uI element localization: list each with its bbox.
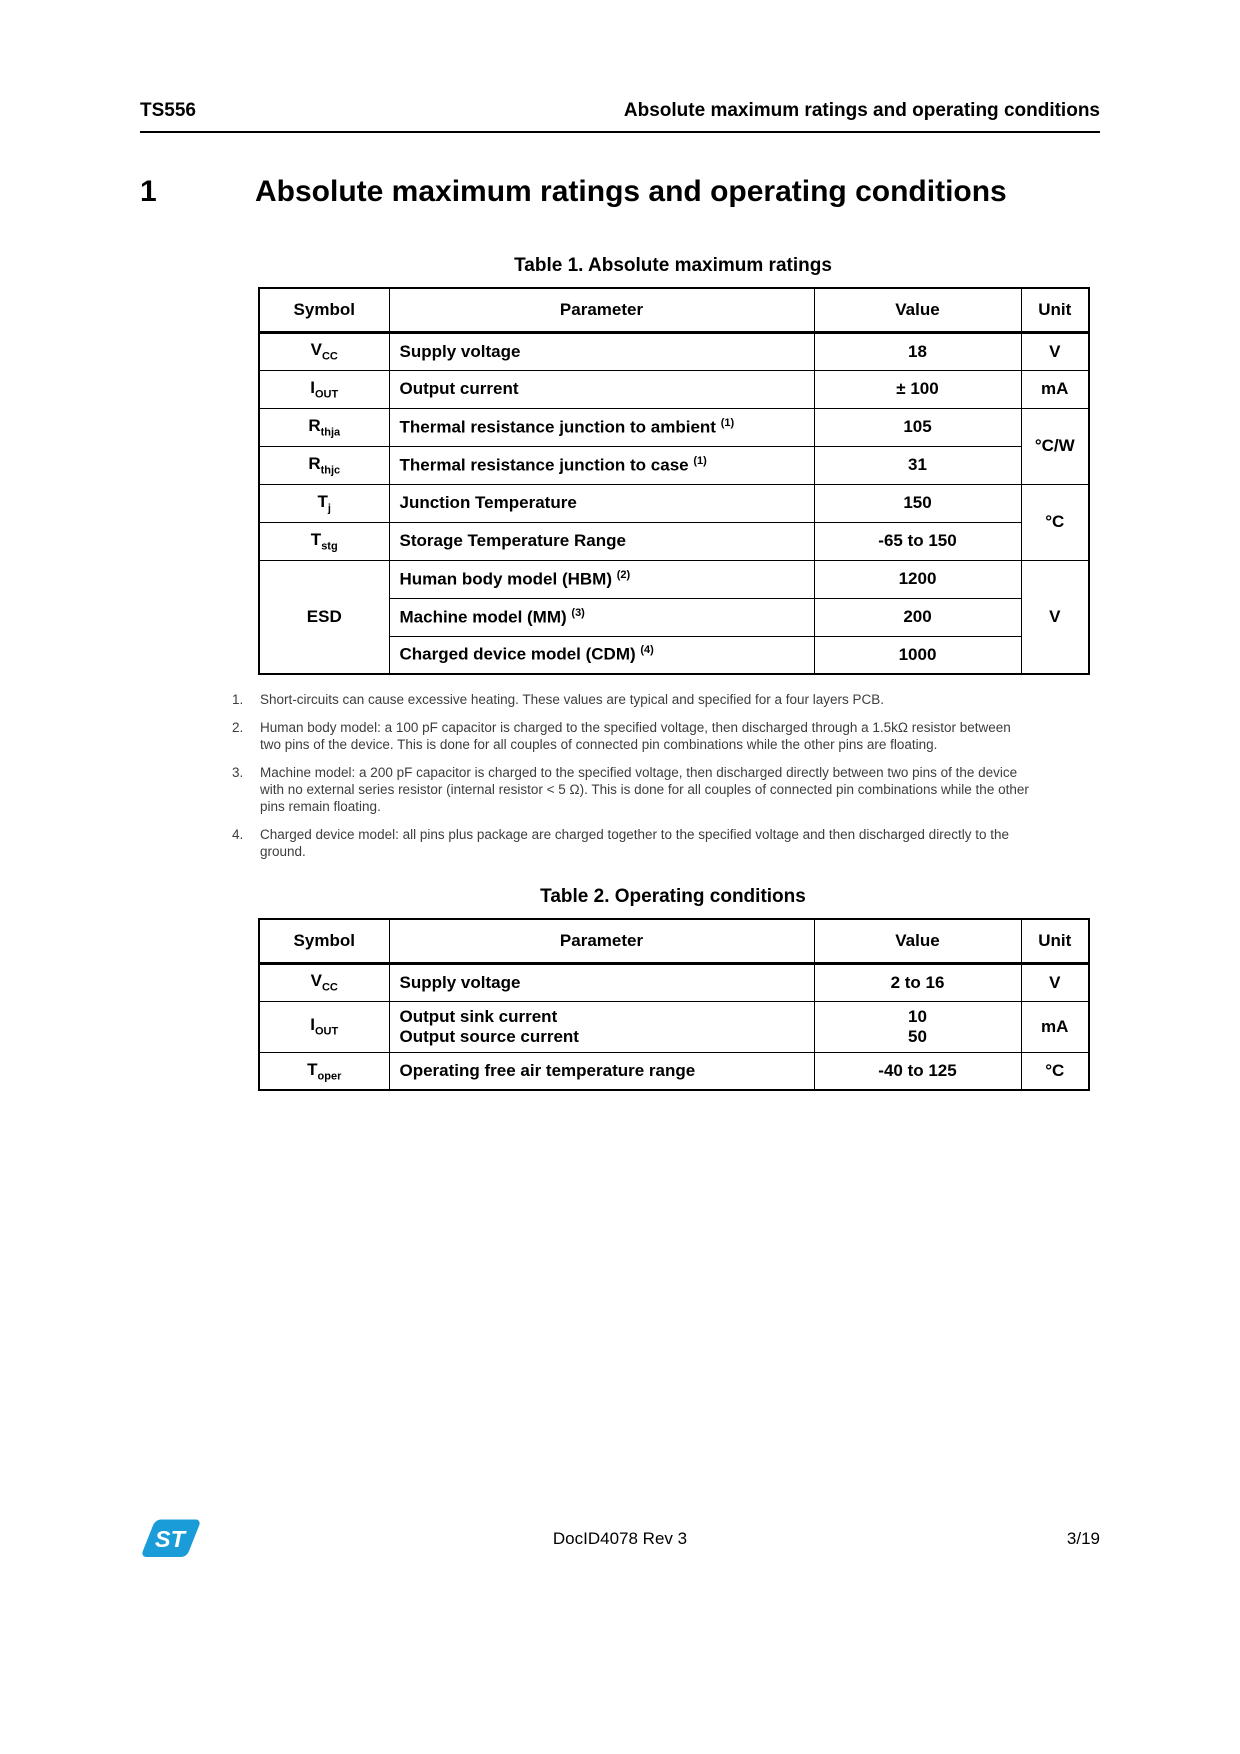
col-header-unit: Unit — [1021, 919, 1089, 963]
unit-cell: °C — [1021, 1052, 1089, 1090]
parameter-cell: Operating free air temperature range — [389, 1052, 814, 1090]
parameter-cell: Junction Temperature — [389, 484, 814, 522]
footnote-number: 4. — [232, 827, 244, 842]
table1-wrap — [258, 255, 1088, 675]
section-heading — [140, 175, 1100, 209]
unit-cell: V — [1021, 963, 1089, 1001]
unit-cell: V — [1021, 332, 1089, 370]
table-row — [259, 560, 1089, 598]
footnote-text: Charged device model: all pins plus package are charged together to the specified voltage and then discharged directly to the ground. — [260, 827, 1009, 859]
unit-cell: mA — [1021, 1001, 1089, 1052]
table-row — [259, 522, 1089, 560]
col-header-unit: Unit — [1021, 288, 1089, 332]
running-title: Absolute maximum ratings and operating conditions — [623, 100, 1100, 121]
table-row — [259, 1001, 1089, 1052]
parameter-cell: Machine model (MM) $^{(3)}$ — [389, 598, 814, 636]
parameter-cell: Thermal resistance junction to case $^{(1)}$ — [389, 446, 814, 484]
parameter-cell: Output current — [389, 370, 814, 408]
table-row — [259, 484, 1089, 522]
parameter-cell: Storage Temperature Range — [389, 522, 814, 560]
value-cell: 18 — [814, 332, 1021, 370]
footnote-number: 1. — [232, 692, 244, 707]
value-cell: 1000 — [814, 636, 1021, 674]
footer-logo-area — [140, 1516, 460, 1562]
symbol-cell: $R_{thja}$ — [259, 408, 389, 446]
value-cell: 105 — [814, 408, 1021, 446]
page-header — [140, 100, 1100, 133]
symbol-cell: $R_{thjc}$ — [259, 446, 389, 484]
unit-cell: V — [1021, 560, 1089, 674]
symbol-cell: $T_{oper}$ — [259, 1052, 389, 1090]
table1-absolute-maximum-ratings — [258, 287, 1090, 675]
symbol-cell: $I_{OUT}$ — [259, 370, 389, 408]
footer-doc-id: DocID4078 Rev 3 — [552, 1529, 688, 1548]
col-header-value: Value — [814, 919, 1021, 963]
table-header-row — [259, 288, 1089, 332]
col-header-symbol: Symbol — [259, 288, 389, 332]
parameter-cell: Human body model (HBM) $^{(2)}$ — [389, 560, 814, 598]
table-row — [259, 1052, 1089, 1090]
footnote — [232, 764, 1032, 815]
table-row — [259, 963, 1089, 1001]
unit-cell: °C/W — [1021, 408, 1089, 484]
col-header-value: Value — [814, 288, 1021, 332]
value-cell: 10 50 — [814, 1001, 1021, 1052]
section-title: Absolute maximum ratings and operating conditions — [255, 175, 1007, 208]
parameter-cell: Supply voltage — [389, 963, 814, 1001]
symbol-cell: $I_{OUT}$ — [259, 1001, 389, 1052]
page-footer — [140, 1516, 1100, 1562]
svg-text:ST: ST — [154, 1526, 185, 1553]
col-header-parameter: Parameter — [389, 288, 814, 332]
footnote — [232, 719, 1032, 753]
footnote — [232, 826, 1032, 860]
value-cell: 1200 — [814, 560, 1021, 598]
footnote-number: 2. — [232, 720, 244, 735]
parameter-cell: Thermal resistance junction to ambient $^{(1)}$ — [389, 408, 814, 446]
table2-title: Table 2. Operating conditions — [540, 886, 806, 907]
footnotes — [232, 691, 1032, 860]
table1-title: Table 1. Absolute maximum ratings — [514, 255, 832, 276]
section-number: 1 — [140, 175, 157, 208]
table-row — [259, 408, 1089, 446]
table-header-row — [259, 919, 1089, 963]
parameter-cell: Supply voltage — [389, 332, 814, 370]
value-cell: 2 to 16 — [814, 963, 1021, 1001]
value-cell: 31 — [814, 446, 1021, 484]
footnote-text: Human body model: a 100 pF capacitor is charged to the specified voltage, then discharged through a 1.5kΩ resistor between two pins of the device. This is done for all couples of connected pin combinations while the other pins are floating. — [260, 720, 1011, 752]
doc-number: TS556 — [140, 100, 196, 121]
table-row — [259, 446, 1089, 484]
parameter-cell: Output sink current Output source current — [389, 1001, 814, 1052]
table-row — [259, 370, 1089, 408]
footnote-text: Machine model: a 200 pF capacitor is charged to the specified voltage, then discharged directly between two pins of the device with no external series resistor (internal resistor < 5 Ω). This is done for all couples of connected pin combinations while the other pins remain floating. — [260, 765, 1029, 814]
unit-cell: °C — [1021, 484, 1089, 560]
col-header-parameter: Parameter — [389, 919, 814, 963]
footnote-number: 3. — [232, 765, 244, 780]
st-logo-icon — [140, 1516, 202, 1562]
value-cell: 200 — [814, 598, 1021, 636]
parameter-cell: Charged device model (CDM) $^{(4)}$ — [389, 636, 814, 674]
table2-wrap — [258, 886, 1088, 1091]
unit-cell: mA — [1021, 370, 1089, 408]
value-cell: ± 100 — [814, 370, 1021, 408]
table-row — [259, 332, 1089, 370]
footnote-text: Short-circuits can cause excessive heating. These values are typical and specified for a four layers PCB. — [260, 692, 885, 707]
footnote — [232, 691, 1032, 708]
footer-page-number: 3/19 — [1066, 1529, 1100, 1548]
value-cell: -65 to 150 — [814, 522, 1021, 560]
value-cell: -40 to 125 — [814, 1052, 1021, 1090]
value-cell: 150 — [814, 484, 1021, 522]
symbol-cell: $T_{stg}$ — [259, 522, 389, 560]
symbol-cell: $V_{CC}$ — [259, 332, 389, 370]
symbol-cell: $V_{CC}$ — [259, 963, 389, 1001]
symbol-cell: $T_j$ — [259, 484, 389, 522]
symbol-cell: ESD — [259, 560, 389, 674]
col-header-symbol: Symbol — [259, 919, 389, 963]
table2-operating-conditions — [258, 918, 1090, 1091]
